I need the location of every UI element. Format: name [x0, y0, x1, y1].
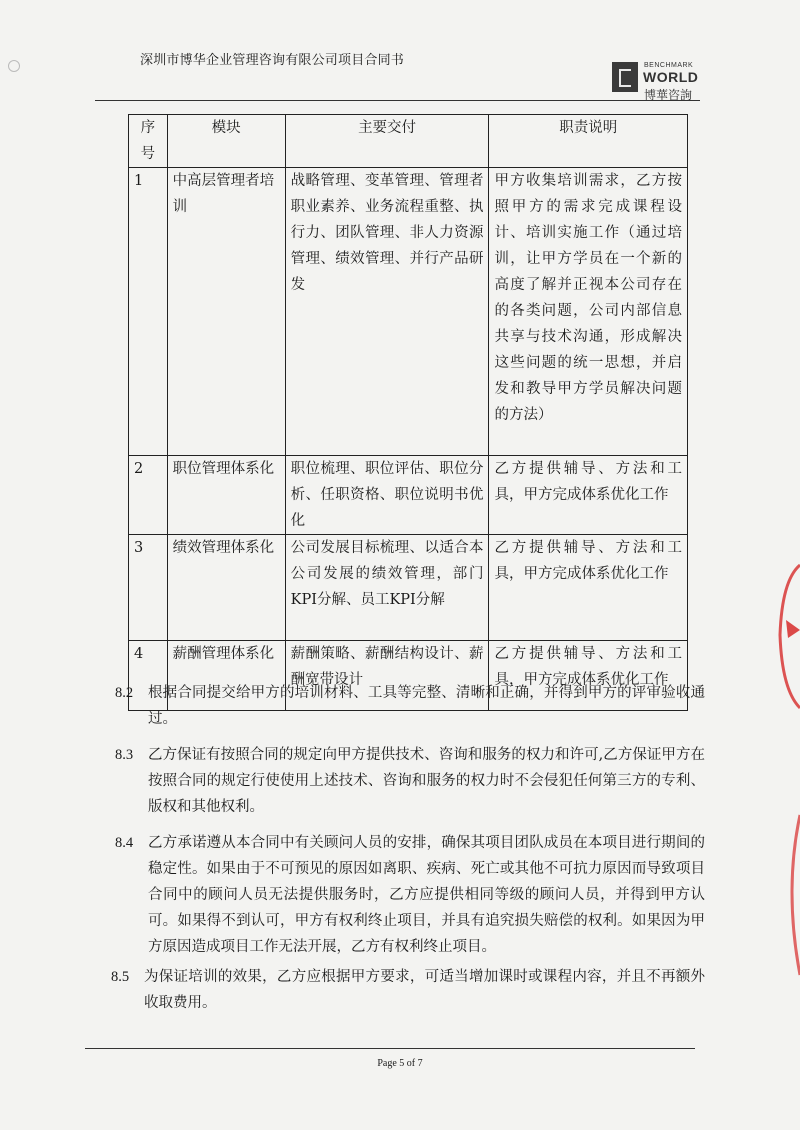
- clause-8-2: [115, 680, 705, 732]
- table-row: [129, 168, 688, 456]
- clause-8-3: [115, 742, 705, 820]
- contract-clauses: [111, 680, 705, 1016]
- row-responsibility: 乙方提供辅导、方法和工具，甲方完成体系优化工作: [489, 456, 688, 535]
- table-row: [129, 535, 688, 641]
- red-seal-stamp-fragment: [770, 810, 800, 980]
- clause-text: 为保证培训的效果，乙方应根据甲方要求，可适当增加课时或课程内容，并且不再额外收取费用。: [144, 969, 705, 1011]
- column-header-responsibility: 职责说明: [489, 115, 688, 168]
- row-deliverables: 职位梳理、职位评估、职位分析、任职资格、职位说明书优化: [285, 456, 489, 535]
- column-header-no: 序号: [129, 115, 168, 168]
- clause-8-4: [115, 830, 705, 960]
- header-divider: [95, 100, 700, 101]
- row-deliverables: 战略管理、变革管理、管理者职业素养、业务流程重整、执行力、团队管理、非人力资源管理、绩效管理、并行产品研发: [285, 168, 489, 456]
- row-number: 3: [129, 535, 168, 641]
- clause-text: 根据合同提交给甲方的培训材料、工具等完整、清晰和正确，并得到甲方的评审验收通过。: [148, 685, 705, 727]
- clause-text: 乙方承诺遵从本合同中有关顾问人员的安排，确保其项目团队成员在本项目进行期间的稳定性。如果由于不可预见的原因如离职、疾病、死亡或其他不可抗力原因而导致项目合同中的顾问人员无法提供服务时，乙方应提供相同等级的顾问人员，并得到甲方认可。如果得不到认可，甲方有权利终止项目，并具有追究损失赔偿的权利。如果因为甲方原因造成项目工作无法开展，乙方有权利终止项目。: [148, 835, 705, 955]
- row-number: 2: [129, 456, 168, 535]
- row-module: 薪酬管理体系化: [167, 641, 285, 711]
- clause-number: 8.3: [115, 747, 134, 763]
- red-seal-stamp-fragment: [760, 560, 800, 710]
- company-logo: [612, 62, 732, 102]
- table-row: [129, 456, 688, 535]
- row-deliverables: 薪酬策略、薪酬结构设计、薪酬宽带设计: [285, 641, 489, 711]
- row-deliverables: 公司发展目标梳理、以适合本公司发展的绩效管理，部门KPI分解、员工KPI分解: [285, 535, 489, 641]
- logo-text-benchmark: BENCHMARK: [644, 62, 694, 69]
- row-number: 4: [129, 641, 168, 711]
- logo-text-world: WORLD: [643, 69, 699, 85]
- clause-8-5: [111, 964, 705, 1016]
- module-table: [128, 114, 688, 711]
- footer-divider: [85, 1048, 695, 1049]
- header-title: 深圳市博华企业管理咨询有限公司项目合同书: [140, 53, 405, 68]
- logo-mark-icon: [612, 62, 638, 92]
- column-header-deliverables: 主要交付: [285, 115, 489, 168]
- table-header-row: [129, 115, 688, 168]
- clause-text: 乙方保证有按照合同的规定向甲方提供技术、咨询和服务的权力和许可,乙方保证甲方在按照合同的规定行使使用上述技术、咨询和服务的权力时不会侵犯任何第三方的专利、版权和其他权利。: [148, 747, 705, 815]
- row-responsibility: 乙方提供辅导、方法和工具，甲方完成体系优化工作: [489, 535, 688, 641]
- column-header-module: 模块: [167, 115, 285, 168]
- clause-number: 8.5: [111, 969, 130, 985]
- row-number: 1: [129, 168, 168, 456]
- clause-number: 8.2: [115, 685, 134, 701]
- page-number: Page 5 of 7: [377, 1058, 423, 1069]
- row-module: 职位管理体系化: [167, 456, 285, 535]
- clause-number: 8.4: [115, 835, 134, 851]
- row-module: 绩效管理体系化: [167, 535, 285, 641]
- logo-text-chinese: 博華咨詢: [644, 88, 693, 102]
- row-responsibility: 甲方收集培训需求，乙方按照甲方的需求完成课程设计、培训实施工作（通过培训，让甲方学员在一个新的高度了解并正视本公司存在的各类问题，公司内部信息共享与技术沟通，形成解决这些问题的统一思想，并启发和教导甲方学员解决问题的方法）: [489, 168, 688, 456]
- punch-hole-icon: [8, 60, 20, 72]
- row-responsibility: 乙方提供辅导、方法和工具，甲方完成体系优化工作: [489, 641, 688, 711]
- row-module: 中高层管理者培训: [167, 168, 285, 456]
